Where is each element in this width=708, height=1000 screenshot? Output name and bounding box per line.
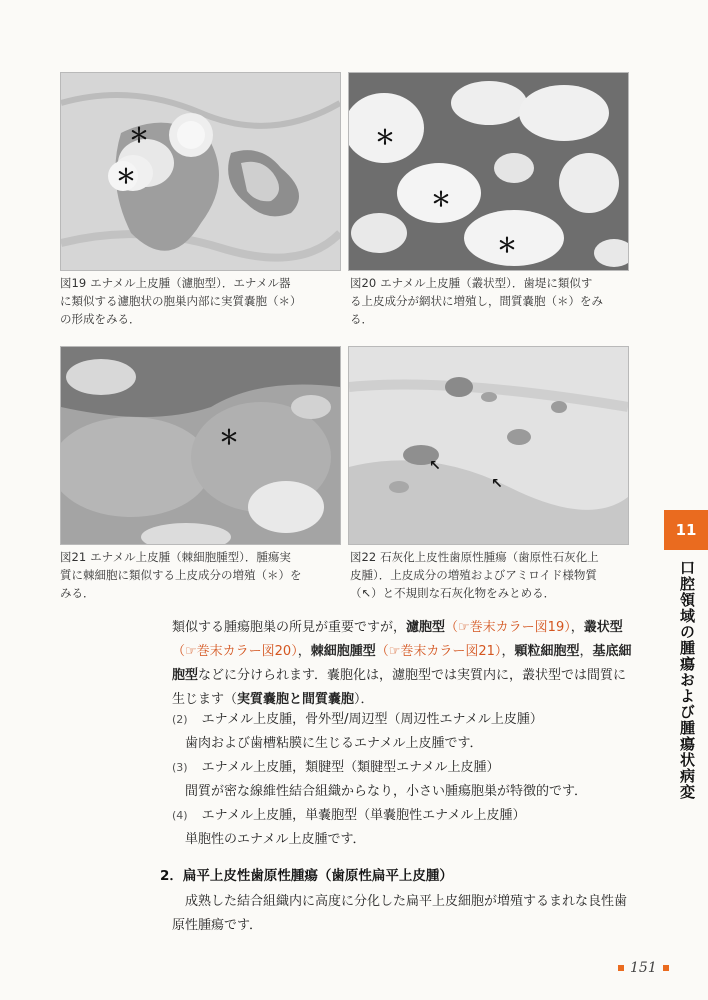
section-2-heading: 2．扁平上皮性歯原性腫瘍（歯原性扁平上皮腫） xyxy=(160,868,453,884)
figure-20-label: 図20 xyxy=(350,276,377,290)
figure-19-caption-line-3: の形成をみる． xyxy=(60,312,141,326)
page-number xyxy=(612,960,675,976)
term-follicular: 濾胞型 xyxy=(406,620,446,635)
figure-20-caption-line-1: エナメル上皮腫（叢状型）．歯堤に類似す xyxy=(380,276,593,290)
chapter-title: 口腔領域の腫瘍および腫瘍状病変 xyxy=(678,560,696,800)
item-2-description: 歯肉および歯槽粘膜に生じるエナメル上皮腫です． xyxy=(185,736,483,751)
item-4-title: エナメル上皮腫，単嚢胞型（単嚢胞性エナメル上皮腫） xyxy=(201,808,526,823)
figure-20-micrograph xyxy=(348,72,629,271)
figure-19-marker-1: ＊ xyxy=(129,123,149,147)
figure-19-caption xyxy=(60,274,350,328)
figure-19-caption-line-1: エナメル上皮腫（濾胞型）．エナメル器 xyxy=(90,276,291,290)
paragraph-text-1: 類似する腫瘍胞巣の所見が重要ですが， xyxy=(172,620,407,635)
figure-21-micrograph xyxy=(60,346,341,545)
figure-20-caption-line-3: る． xyxy=(350,312,373,326)
item-3-number: (3) xyxy=(172,761,188,774)
figure-21-label: 図21 xyxy=(60,550,87,564)
figure-20-caption xyxy=(350,274,640,328)
figure-21-caption xyxy=(60,548,350,602)
item-3-title: エナメル上皮腫，類腱型（類腱型エナメル上皮腫） xyxy=(201,760,500,775)
color-figure-21-reference[interactable]: （☞巻末カラー図21） xyxy=(375,644,502,659)
figure-22-caption-line-2: 皮腫）．上皮成分の増殖およびアミロイド様物質 xyxy=(350,568,597,582)
item-4-description: 単胞性のエナメル上皮腫です． xyxy=(185,832,366,847)
body-paragraph xyxy=(172,616,632,712)
color-figure-20-reference[interactable]: （☞巻末カラー図20） xyxy=(172,644,298,659)
figure-22-label: 図22 xyxy=(350,550,377,564)
figure-22-caption-line-1: 石灰化上皮性歯原性腫瘍（歯原性石灰化上 xyxy=(380,550,599,564)
chapter-number-tab: 11 xyxy=(664,510,708,550)
item-4-number: (4) xyxy=(172,809,188,822)
figure-20-caption-line-2: る上皮成分が網状に増殖し，間質嚢胞（＊）をみ xyxy=(350,294,603,308)
figure-22-caption-line-3: （↖）と不規則な石灰化物をみとめる． xyxy=(350,586,556,600)
separator-1: ， xyxy=(570,620,584,635)
item-4-heading xyxy=(172,804,642,828)
item-3-description: 間質が密な線維性結合組織からなり，小さい腫瘍胞巣が特徴的です． xyxy=(185,784,587,799)
paragraph-text-3: ）． xyxy=(354,692,374,707)
figure-21-caption-line-1: エナメル上皮腫（棘細胞腫型）．腫瘍実 xyxy=(90,550,291,564)
folio-square-right xyxy=(663,965,669,971)
figure-20-marker-1: ＊ xyxy=(375,125,395,149)
figure-19-micrograph xyxy=(60,72,341,271)
figure-20-marker-3: ＊ xyxy=(497,233,517,257)
term-cysts: 実質嚢胞と間質嚢胞 xyxy=(237,692,355,707)
term-plexiform: 叢状型 xyxy=(583,620,623,635)
color-figure-19-reference[interactable]: （☞巻末カラー図19） xyxy=(445,620,571,635)
separator-3: ， xyxy=(501,644,515,659)
figure-22-arrow-1: ↖ xyxy=(429,458,441,474)
figure-19-marker-2: ＊ xyxy=(116,164,136,188)
figure-19-label: 図19 xyxy=(60,276,87,290)
figure-21-marker-1: ＊ xyxy=(219,425,239,449)
term-granular: 顆粒細胞型 xyxy=(514,644,580,659)
figure-21-caption-line-3: みる． xyxy=(60,586,95,600)
figure-21-caption-line-2: 質に棘細胞に類似する上皮成分の増殖（＊）を xyxy=(60,568,302,582)
item-2-number: (2) xyxy=(172,713,188,726)
term-basal: 基底細胞型 xyxy=(172,644,632,683)
figure-19-caption-line-2: に類似する濾胞状の胞巣内部に実質嚢胞（＊） xyxy=(60,294,302,308)
figure-22-caption xyxy=(350,548,640,602)
item-2-heading xyxy=(172,708,642,732)
page-number-text: 151 xyxy=(630,960,657,976)
folio-square-left xyxy=(618,965,624,971)
paragraph-text-2: などに分けられます．嚢胞化は，濾胞型では実質内に，叢状型では間質に生じます（ xyxy=(172,668,626,707)
figure-20-marker-2: ＊ xyxy=(431,187,451,211)
separator-4: ， xyxy=(579,644,593,659)
item-2-title: エナメル上皮腫，骨外型/周辺型（周辺性エナメル上皮腫） xyxy=(201,712,543,727)
figure-22-arrow-2: ↖ xyxy=(491,476,503,492)
separator-2: ， xyxy=(297,644,311,659)
section-2-body: 成熟した結合組織内に高度に分化した扁平上皮細胞が増殖するまれな良性歯原性腫瘍です． xyxy=(172,894,628,933)
item-3-heading xyxy=(172,756,642,780)
figure-22-micrograph xyxy=(348,346,629,545)
term-acanthomatous: 棘細胞腫型 xyxy=(310,644,376,659)
